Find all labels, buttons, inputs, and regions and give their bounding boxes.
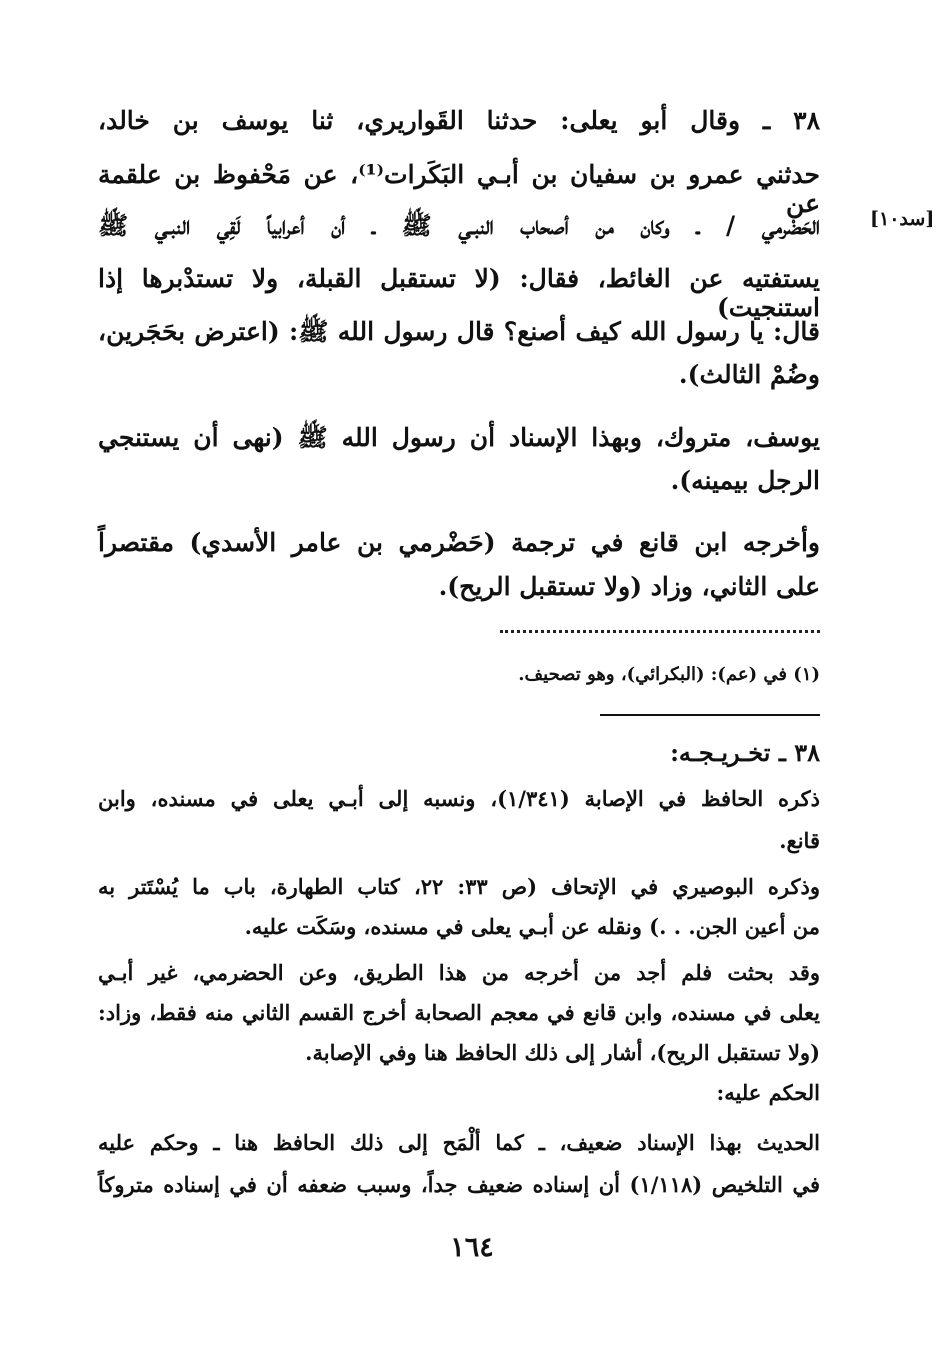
paragraph2-line-1: يوسف، متروك، وبهذا الإسناد أن رسول الله ﷺ (نهى أن يستنجي	[98, 423, 820, 452]
hadith-line-3: الحَضْرمي / ـ وكان من أصحاب النبـي ﷺ ـ أن أعرابياً لَقِي النبـي ﷺ	[98, 211, 820, 240]
footnote: (١) في (عم): (البكرائي)، وهو تصحيف.	[518, 664, 820, 685]
footnote-separator	[500, 630, 820, 633]
takhrij-p2-line-2: من أعين الجن. . .) ونقله عن أبـي يعلى في مسنده، وسَكَت عليه.	[244, 914, 820, 939]
hukm-line-1: الحديث بهذا الإسناد ضعيف، ـ كما ألْمَح إلى ذلك الحافظ هنا ـ وحكم عليه	[98, 1130, 820, 1155]
margin-reference-note: [سد١٠]	[870, 208, 935, 230]
hukm-line-2: في التلخيص (١/١١٨) أن إسناده ضعيف جداً، وسبب ضعفه أن في إسناده متروكاً	[98, 1172, 820, 1197]
paragraph2-line-2: الرجل بيمينه).	[670, 466, 820, 495]
section-divider	[600, 714, 820, 716]
hadith-line-5: قال: يا رسول الله كيف أصنع؟ قال رسول الله ﷺ: (اعترض بحَجَرين،	[98, 317, 820, 346]
hadith-line-6: وضُمْ الثالث).	[678, 360, 820, 389]
hadith-line-4: يستفتيه عن الغائط، فقال: (لا تستقبل القبلة، ولا تستدْبرها إذا استنجيت)	[98, 264, 820, 322]
takhrij-p3-line-3: (ولا تستقبل الريح)، أشار إلى ذلك الحافظ هنا وفي الإصابة.	[305, 1040, 820, 1065]
takhrij-p2-line-1: وذكره البوصيري في الإتحاف (ص ٣٣: ٢٢، كتاب الطهارة، باب ما يُسْتَتر به	[98, 874, 820, 899]
paragraph3-line-2: على الثاني، وزاد (ولا تستقبل الريح).	[438, 572, 820, 601]
takhrij-heading: ٣٨ ـ تخـريـجـه:	[670, 738, 820, 767]
page-number: ١٦٤	[450, 1232, 494, 1263]
hadith-line-2: حدثني عمرو بن سفيان بن أبـي البَكَرات⁽¹⁾، عن مَحْفوظ بن علقمة عن	[98, 160, 820, 218]
hukm-heading: الحكم عليه:	[716, 1080, 820, 1105]
takhrij-p1-line-1: ذكره الحافظ في الإصابة (١/٣٤١)، ونسبه إلى أبـي يعلى في مسنده، وابن	[98, 786, 820, 811]
takhrij-p3-line-2: يعلى في مسنده، وابن قانع في معجم الصحابة أخرج القسم الثاني منه فقط، وزاد:	[98, 1000, 820, 1025]
takhrij-p3-line-1: وقد بحثت فلم أجد من أخرجه من هذا الطريق، وعن الحضرمي، غير أبـي	[98, 960, 820, 985]
paragraph3-line-1: وأخرجه ابن قانع في ترجمة (حَضْرمي بن عامر الأسدي) مقتصراً	[98, 528, 820, 557]
takhrij-p1-line-2: قانع.	[779, 828, 820, 853]
hadith-line-1: ٣٨ ـ وقال أبو يعلى: حدثنا القَواريري، ثنا يوسف بن خالد،	[98, 106, 820, 135]
